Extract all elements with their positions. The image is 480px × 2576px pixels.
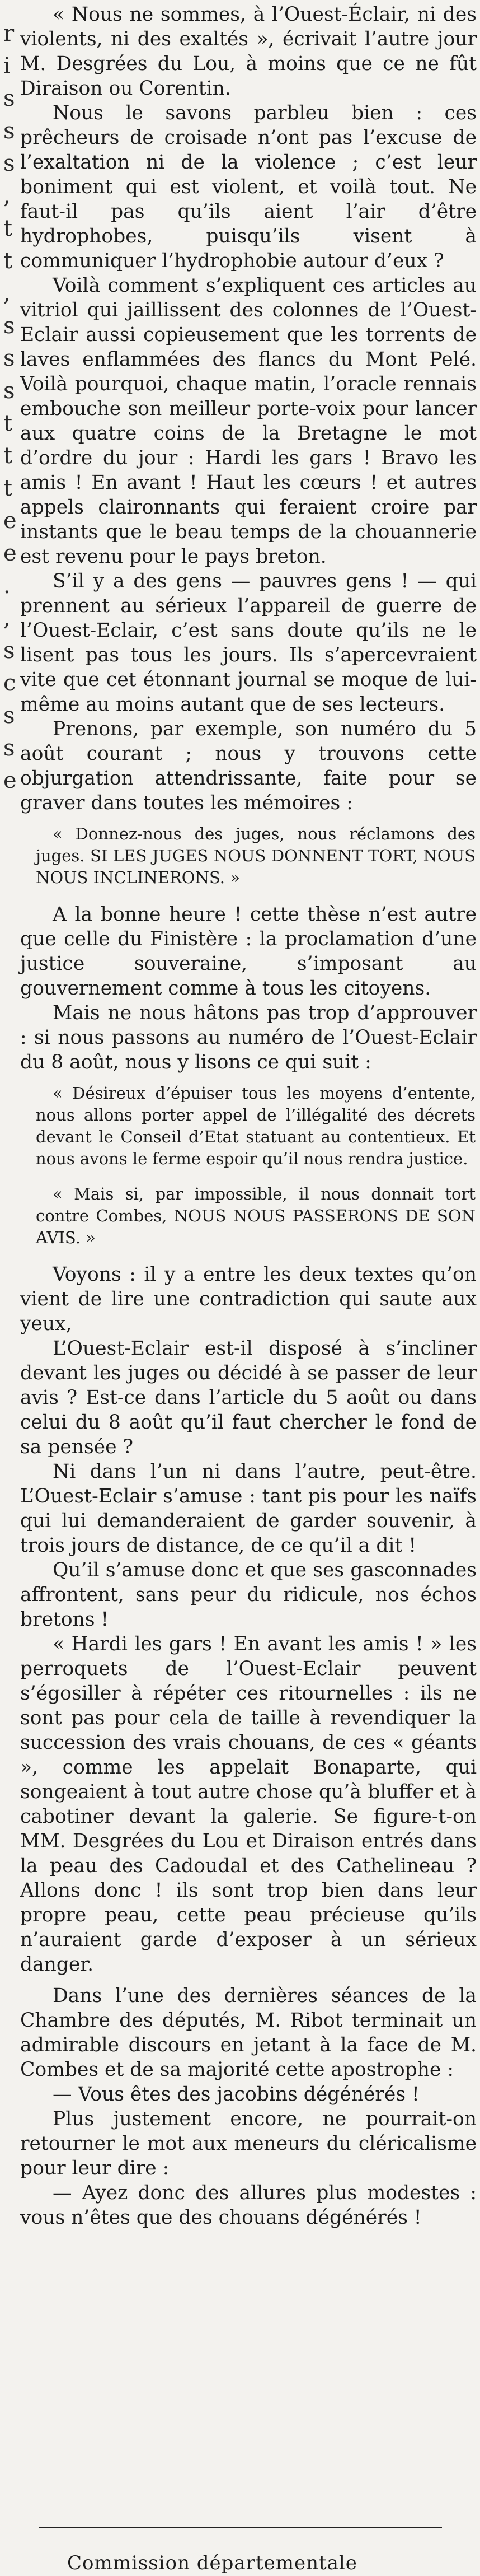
gutter-fragment: s: [3, 703, 15, 729]
next-section-heading: Commission départementale: [67, 2552, 357, 2574]
gutter-fragment: ,: [3, 605, 11, 631]
gutter-fragment: t: [3, 475, 13, 501]
article-paragraph: L’Ouest-Eclair est-il disposé à s’incliner devant les juges ou décidé à se passer de leur avis ? Est-ce dans l’article du 5 août ou dans celui du 8 août qu’il faut chercher le fond de sa pensée ?: [20, 1337, 477, 1458]
quoted-passage: « Désireux d’épuiser tous les moyens d’entente, nous allons porter appel de l’illégalité des décrets devant le Conseil d’Etat statuant au contentieux. Et nous avons le ferme espoir qu’il nous rendra justice.: [36, 1084, 476, 1168]
article-paragraph: Voyons : il y a entre les deux textes qu’on vient de lire une contradiction qui saute aux yeux,: [20, 1263, 477, 1335]
article-paragraph: Qu’il s’amuse donc et que ses gasconnades affrontent, sans peur du ridicule, nos échos bretons !: [20, 1559, 477, 1631]
gutter-fragment: t: [3, 443, 13, 469]
gutter-fragment: r: [3, 21, 15, 46]
gutter-fragment: ,: [3, 281, 11, 306]
gutter-fragment: t: [3, 248, 13, 274]
article-paragraph: Dans l’une des dernières séances de la Chambre des députés, M. Ribot terminait un admirable discours en jetant à la face de M. Combes et de sa majorité cette apostrophe :: [20, 1985, 477, 2081]
gutter-fragment: c: [3, 670, 16, 696]
gutter-fragment: .: [3, 573, 11, 599]
gutter-fragment: s: [3, 118, 15, 144]
article-paragraph: Prenons, par exemple, son numéro du 5 août courant ; nous y trouvons cette objurgation attendrissante, faite pour se graver dans toutes les mémoires :: [20, 718, 477, 814]
article-body: [20, 2, 477, 2230]
article-paragraph: — Ayez donc des allures plus modestes : vous n’êtes que des chouans dégénérés !: [20, 2182, 477, 2229]
article-paragraph: Plus justement encore, ne pourrait-on retourner le mot aux meneurs du cléricalisme pour leur dire :: [20, 2108, 477, 2180]
section-divider: [39, 2527, 442, 2528]
gutter-fragment: e: [3, 508, 17, 534]
gutter-fragment: i: [3, 53, 11, 79]
gutter-fragment: s: [3, 378, 15, 404]
article-paragraph: Mais ne nous hâtons pas trop d’approuver : si nous passons au numéro de l’Ouest-Eclair du 8 août, nous y lisons ce qui suit :: [20, 1002, 477, 1074]
gutter-fragment: s: [3, 86, 15, 111]
gutter-fragment: e: [3, 768, 17, 794]
gutter-fragment: t: [3, 410, 13, 436]
article-paragraph: A la bonne heure ! cette thèse n’est autre que celle du Finistère : la proclamation d’une justice souveraine, s’imposant au gouvernement comme à tous les citoyens.: [20, 903, 477, 1000]
quoted-passage: « Mais si, par impossible, il nous donnait tort contre Combes, NOUS NOUS PASSERONS DE SON AVIS. »: [36, 1184, 476, 1247]
gutter-fragment: s: [3, 735, 15, 761]
article-paragraph: Voilà comment s’expliquent ces articles au vitriol qui jaillissent des colonnes de l’Ouest-Eclair aussi copieusement que les torrents de laves enflammées des flancs du Mont Pelé. Voilà pourquoi, chaque matin, l’oracle rennais embouche son meilleur porte-voix pour lancer aux quatre coins de la Bretagne le mot d’ordre du jour : Hardi les gars ! Bravo les amis ! En avant ! Haut les cœurs ! et autres appels claironnants qui feraient croire par instants que le beau temps de la chouannerie est revenu pour le pays breton.: [20, 274, 477, 568]
article-paragraph: — Vous êtes des jacobins dégénérés !: [53, 2083, 420, 2106]
gutter-fragment: s: [3, 346, 15, 371]
gutter-fragment: s: [3, 313, 15, 339]
quoted-passage: « Donnez-nous des juges, nous réclamons des juges. SI LES JUGES NOUS DONNENT TORT, NOUS NOUS INCLINERONS. »: [36, 824, 476, 887]
article-paragraph: « Hardi les gars ! En avant les amis ! » les perroquets de l’Ouest-Eclair peuvent s’égosiller à répéter ces ritournelles : ils ne sont pas pour cela de taille à revendiquer la succession des vrais chouans, de ces « géants », comme les appelait Bonaparte, qui songeaient à tout autre chose qu’à bluffer et à cabotiner devant la galerie. Se figure-t-on MM. Desgrées du Lou et Diraison entrés dans la peau des Cadoudal et des Cathelineau ? Allons donc ! ils sont trop bien dans leur propre peau, cette peau précieuse qu’ils n’auraient garde d’exposer à un sérieux danger.: [20, 1633, 477, 1976]
adjacent-column-fragment: [0, 0, 17, 2576]
article-paragraph: « Nous ne sommes, à l’Ouest-Éclair, ni des violents, ni des exaltés », écrivait l’autre jour M. Desgrées du Lou, à moins que ce ne fût Diraison ou Corentin.: [20, 3, 477, 100]
gutter-fragment: ,: [3, 183, 11, 209]
gutter-fragment: s: [3, 151, 15, 176]
gutter-fragment: t: [3, 216, 13, 241]
gutter-fragment: s: [3, 638, 15, 664]
gutter-fragment: e: [3, 540, 17, 566]
article-paragraph: Nous le savons parbleu bien : ces prêcheurs de croisade n’ont pas l’excuse de l’exaltation ni de la violence ; c’est leur boniment qui est violent, et voilà tout. Ne faut-il pas qu’ils aient l’air d’être hydrophobes, puisqu’ils visent à communiquer l’hydrophobie autour d’eux ?: [20, 102, 477, 272]
article-paragraph: Ni dans l’un ni dans l’autre, peut-être. L’Ouest-Eclair s’amuse : tant pis pour les naïfs qui lui demanderaient de garder souvenir, à trois jours de distance, de ce qu’il a dit !: [20, 1460, 477, 1557]
article-paragraph: S’il y a des gens — pauvres gens ! — qui prennent au sérieux l’appareil de guerre de l’Ouest-Eclair, c’est sans doute qu’ils ne le lisent pas tous les jours. Ils s’apercevraient vite que cet étonnant journal se moque de lui-même au moins autant que de ses lecteurs.: [20, 570, 477, 716]
